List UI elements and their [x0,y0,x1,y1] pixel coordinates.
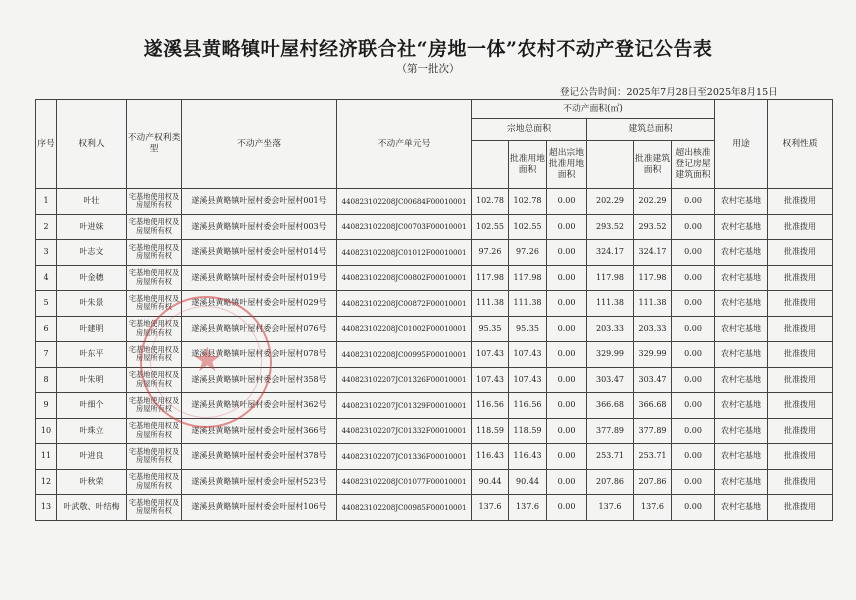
row-land-total: 111.38 [472,291,509,317]
row-building-over: 0.00 [672,469,715,495]
row-building-total: 366.68 [587,393,634,419]
row-holder: 叶金穗 [57,265,127,291]
row-building-over: 0.00 [672,240,715,266]
row-building-approved: 111.38 [634,291,672,317]
row-building-total: 202.29 [587,189,634,215]
row-seq: 1 [36,189,57,215]
row-right-type: 宅基地使用权及房屋所有权 [127,418,182,444]
row-nature: 批准拨用 [768,495,833,521]
row-nature: 批准拨用 [768,418,833,444]
row-seq: 13 [36,495,57,521]
row-land-over: 0.00 [547,265,587,291]
row-seq: 4 [36,265,57,291]
row-unit-no: 440823102208JC00802F00010001 [337,265,472,291]
row-building-approved: 329.99 [634,342,672,368]
row-location: 遂溪县黄略镇叶屋村委会叶屋村523号 [182,469,337,495]
row-land-total: 137.6 [472,495,509,521]
row-usage: 农村宅基地 [715,240,768,266]
header-nature: 权利性质 [768,100,833,189]
row-building-total: 253.71 [587,444,634,470]
row-land-approved: 107.43 [509,342,547,368]
row-unit-no: 440823102207JC01326F00010001 [337,367,472,393]
header-unit-no: 不动产单元号 [337,100,472,189]
table-row [36,469,833,495]
row-location: 遂溪县黄略镇叶屋村委会叶屋村076号 [182,316,337,342]
row-building-approved: 203.33 [634,316,672,342]
row-seq: 11 [36,444,57,470]
row-location: 遂溪县黄略镇叶屋村委会叶屋村106号 [182,495,337,521]
row-seq: 8 [36,367,57,393]
header-land-group: 宗地总面积 [472,119,587,141]
row-land-over: 0.00 [547,393,587,419]
row-land-approved: 117.98 [509,265,547,291]
row-building-over: 0.00 [672,495,715,521]
row-unit-no: 440823102207JC01336F00010001 [337,444,472,470]
row-usage: 农村宅基地 [715,291,768,317]
row-seq: 10 [36,418,57,444]
row-holder: 叶建明 [57,316,127,342]
row-seq: 3 [36,240,57,266]
row-building-over: 0.00 [672,367,715,393]
row-nature: 批准拨用 [768,393,833,419]
row-location: 遂溪县黄略镇叶屋村委会叶屋村001号 [182,189,337,215]
row-land-over: 0.00 [547,342,587,368]
row-building-total: 329.99 [587,342,634,368]
row-seq: 12 [36,469,57,495]
row-building-total: 117.98 [587,265,634,291]
row-building-approved: 117.98 [634,265,672,291]
table-row [36,214,833,240]
row-usage: 农村宅基地 [715,265,768,291]
row-location: 遂溪县黄略镇叶屋村委会叶屋村366号 [182,418,337,444]
table-row [36,418,833,444]
table-header [36,100,833,189]
row-unit-no: 440823102208JC00684F00010001 [337,189,472,215]
row-nature: 批准拨用 [768,444,833,470]
row-nature: 批准拨用 [768,240,833,266]
row-building-over: 0.00 [672,189,715,215]
row-right-type: 宅基地使用权及房屋所有权 [127,469,182,495]
row-building-approved: 207.86 [634,469,672,495]
row-usage: 农村宅基地 [715,367,768,393]
row-building-approved: 253.71 [634,444,672,470]
row-building-total: 137.6 [587,495,634,521]
row-holder: 叶东平 [57,342,127,368]
row-right-type: 宅基地使用权及房屋所有权 [127,444,182,470]
row-usage: 农村宅基地 [715,495,768,521]
row-land-total: 90.44 [472,469,509,495]
row-right-type: 宅基地使用权及房屋所有权 [127,291,182,317]
row-location: 遂溪县黄略镇叶屋村委会叶屋村019号 [182,265,337,291]
header-location: 不动产坐落 [182,100,337,189]
row-building-over: 0.00 [672,265,715,291]
row-land-over: 0.00 [547,444,587,470]
row-land-approved: 90.44 [509,469,547,495]
row-land-total: 117.98 [472,265,509,291]
row-land-total: 102.55 [472,214,509,240]
row-land-total: 107.43 [472,367,509,393]
row-land-total: 97.26 [472,240,509,266]
row-usage: 农村宅基地 [715,189,768,215]
row-building-over: 0.00 [672,316,715,342]
row-holder: 叶壮 [57,189,127,215]
row-nature: 批准拨用 [768,265,833,291]
row-nature: 批准拨用 [768,367,833,393]
row-unit-no: 440823102208JC01002F00010001 [337,316,472,342]
row-land-approved: 116.56 [509,393,547,419]
header-building-total-blank [587,141,634,189]
row-right-type: 宅基地使用权及房屋所有权 [127,214,182,240]
row-building-total: 111.38 [587,291,634,317]
row-right-type: 宅基地使用权及房屋所有权 [127,265,182,291]
row-holder: 叶细个 [57,393,127,419]
row-right-type: 宅基地使用权及房屋所有权 [127,342,182,368]
row-building-over: 0.00 [672,444,715,470]
row-holder: 叶秋荣 [57,469,127,495]
row-seq: 2 [36,214,57,240]
row-seq: 9 [36,393,57,419]
row-land-total: 116.56 [472,393,509,419]
row-land-over: 0.00 [547,367,587,393]
row-right-type: 宅基地使用权及房屋所有权 [127,393,182,419]
row-unit-no: 440823102208JC01012F00010001 [337,240,472,266]
row-right-type: 宅基地使用权及房屋所有权 [127,240,182,266]
header-land-total-blank [472,141,509,189]
row-building-approved: 303.47 [634,367,672,393]
row-land-total: 116.43 [472,444,509,470]
table-row [36,444,833,470]
row-holder: 叶朱景 [57,291,127,317]
header-land-approved: 批准用地面积 [509,141,547,189]
row-right-type: 宅基地使用权及房屋所有权 [127,316,182,342]
document-subtitle: （第一批次） [396,63,460,75]
header-building-group: 建筑总面积 [587,119,715,141]
row-nature: 批准拨用 [768,316,833,342]
row-right-type: 宅基地使用权及房屋所有权 [127,189,182,215]
row-unit-no: 440823102208JC00872F00010001 [337,291,472,317]
row-unit-no: 440823102208JC00703F00010001 [337,214,472,240]
header-right-type: 不动产权利类型 [127,100,182,189]
row-building-total: 203.33 [587,316,634,342]
row-holder: 叶朱明 [57,367,127,393]
row-location: 遂溪县黄略镇叶屋村委会叶屋村014号 [182,240,337,266]
table-row [36,240,833,266]
row-unit-no: 440823102207JC01329F00010001 [337,393,472,419]
row-seq: 5 [36,291,57,317]
row-seq: 7 [36,342,57,368]
row-land-approved: 102.78 [509,189,547,215]
row-building-over: 0.00 [672,214,715,240]
header-area-group: 不动产面积(㎡) [472,100,715,119]
row-land-approved: 137.6 [509,495,547,521]
row-land-over: 0.00 [547,469,587,495]
row-unit-no: 440823102207JC01332F00010001 [337,418,472,444]
row-nature: 批准拨用 [768,189,833,215]
row-land-total: 118.59 [472,418,509,444]
row-unit-no: 440823102208JC00985F00010001 [337,495,472,521]
row-land-approved: 102.55 [509,214,547,240]
row-usage: 农村宅基地 [715,214,768,240]
row-location: 遂溪县黄略镇叶屋村委会叶屋村362号 [182,393,337,419]
row-land-over: 0.00 [547,214,587,240]
row-usage: 农村宅基地 [715,316,768,342]
row-right-type: 宅基地使用权及房屋所有权 [127,367,182,393]
row-land-approved: 97.26 [509,240,547,266]
row-building-approved: 137.6 [634,495,672,521]
row-land-total: 107.43 [472,342,509,368]
row-building-over: 0.00 [672,291,715,317]
row-nature: 批准拨用 [768,291,833,317]
row-building-approved: 324.17 [634,240,672,266]
header-land-over: 超出宗地批准用地面积 [547,141,587,189]
row-holder: 叶志文 [57,240,127,266]
header-usage: 用途 [715,100,768,189]
row-usage: 农村宅基地 [715,469,768,495]
header-holder: 权利人 [57,100,127,189]
row-nature: 批准拨用 [768,342,833,368]
row-usage: 农村宅基地 [715,418,768,444]
seal-star-icon: ★ [192,340,223,380]
official-seal-stamp [140,296,272,428]
row-building-over: 0.00 [672,342,715,368]
document-title: 遂溪县黄略镇叶屋村经济联合社“房地一体”农村不动产登记公告表 [143,38,713,60]
row-building-total: 377.89 [587,418,634,444]
row-location: 遂溪县黄略镇叶屋村委会叶屋村003号 [182,214,337,240]
row-land-approved: 118.59 [509,418,547,444]
row-building-approved: 366.68 [634,393,672,419]
table-row [36,291,833,317]
row-holder: 叶进良 [57,444,127,470]
row-holder: 叶武敬、叶结梅 [57,495,127,521]
table-row [36,265,833,291]
header-building-approved: 批准建筑面积 [634,141,672,189]
row-building-approved: 202.29 [634,189,672,215]
row-building-total: 207.86 [587,469,634,495]
row-land-over: 0.00 [547,495,587,521]
row-seq: 6 [36,316,57,342]
row-land-over: 0.00 [547,418,587,444]
row-usage: 农村宅基地 [715,444,768,470]
table-row [36,189,833,215]
row-land-over: 0.00 [547,189,587,215]
row-land-total: 95.35 [472,316,509,342]
row-building-approved: 377.89 [634,418,672,444]
row-land-total: 102.78 [472,189,509,215]
row-building-total: 293.52 [587,214,634,240]
row-building-over: 0.00 [672,418,715,444]
row-land-approved: 116.43 [509,444,547,470]
row-land-approved: 111.38 [509,291,547,317]
row-building-total: 303.47 [587,367,634,393]
row-land-over: 0.00 [547,291,587,317]
row-building-approved: 293.52 [634,214,672,240]
row-land-approved: 107.43 [509,367,547,393]
row-unit-no: 440823102208JC01077F00010001 [337,469,472,495]
row-building-total: 324.17 [587,240,634,266]
row-location: 遂溪县黄略镇叶屋村委会叶屋村078号 [182,342,337,368]
row-location: 遂溪县黄略镇叶屋村委会叶屋村029号 [182,291,337,317]
header-building-over: 超出核准登记房屋建筑面积 [672,141,715,189]
table-row [36,495,833,521]
row-location: 遂溪县黄略镇叶屋村委会叶屋村358号 [182,367,337,393]
row-land-over: 0.00 [547,240,587,266]
row-land-approved: 95.35 [509,316,547,342]
row-holder: 叶珠立 [57,418,127,444]
row-usage: 农村宅基地 [715,393,768,419]
announcement-period: 登记公告时间：2025年7月28日至2025年8月15日 [560,87,778,98]
registration-table [35,99,833,521]
row-right-type: 宅基地使用权及房屋所有权 [127,495,182,521]
row-usage: 农村宅基地 [715,342,768,368]
row-location: 遂溪县黄略镇叶屋村委会叶屋村378号 [182,444,337,470]
row-holder: 叶进妹 [57,214,127,240]
row-building-over: 0.00 [672,393,715,419]
row-nature: 批准拨用 [768,214,833,240]
header-seq: 序号 [36,100,57,189]
row-nature: 批准拨用 [768,469,833,495]
row-land-over: 0.00 [547,316,587,342]
row-unit-no: 440823102208JC00995F00010001 [337,342,472,368]
